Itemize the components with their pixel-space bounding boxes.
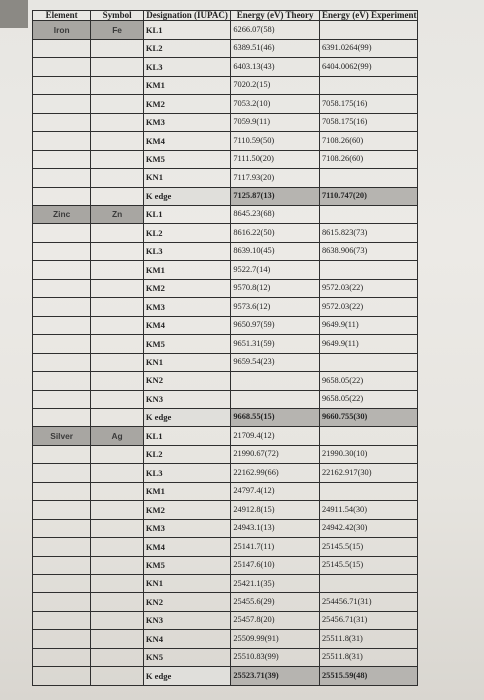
experiment-energy-cell: 25456.71(31) [319, 611, 417, 629]
experiment-energy-cell: 7058.175(16) [319, 95, 417, 113]
experiment-energy-cell: 9660.755(30) [319, 408, 417, 426]
symbol-cell [91, 113, 144, 131]
element-cell [33, 187, 91, 205]
designation-cell: KL1 [143, 205, 231, 223]
designation-cell: KN5 [143, 648, 231, 666]
element-cell [33, 316, 91, 334]
experiment-energy-cell: 25515.59(48) [319, 667, 417, 686]
symbol-cell [91, 132, 144, 150]
table-row [33, 187, 418, 205]
symbol-cell [91, 630, 144, 648]
experiment-energy-cell: 7108.26(60) [319, 150, 417, 168]
symbol-cell [91, 501, 144, 519]
experiment-energy-cell: 6404.0062(99) [319, 58, 417, 76]
theory-energy-cell: 9659.54(23) [231, 353, 320, 371]
element-cell [33, 556, 91, 574]
element-cell: Zinc [33, 205, 91, 223]
theory-energy-cell: 24943.1(13) [231, 519, 320, 537]
designation-cell: KN1 [143, 169, 231, 187]
designation-cell: KL2 [143, 39, 231, 57]
experiment-energy-cell [319, 353, 417, 371]
designation-cell: KM1 [143, 261, 231, 279]
theory-energy-cell: 25523.71(39) [231, 667, 320, 686]
experiment-energy-cell: 21990.30(10) [319, 445, 417, 463]
experiment-energy-cell [319, 261, 417, 279]
element-cell [33, 408, 91, 426]
theory-energy-cell: 25510.83(99) [231, 648, 320, 666]
symbol-cell [91, 242, 144, 260]
table-row [33, 648, 418, 666]
table-row [33, 95, 418, 113]
element-cell [33, 113, 91, 131]
theory-energy-cell: 25141.7(11) [231, 538, 320, 556]
header-row [33, 11, 418, 21]
symbol-cell [91, 353, 144, 371]
designation-cell: KM2 [143, 279, 231, 297]
symbol-cell [91, 58, 144, 76]
element-cell [33, 611, 91, 629]
symbol-cell [91, 575, 144, 593]
experiment-energy-cell [319, 169, 417, 187]
theory-energy-cell: 21709.4(12) [231, 427, 320, 445]
element-cell [33, 630, 91, 648]
theory-energy-cell: 25421.1(35) [231, 575, 320, 593]
theory-energy-cell: 25457.8(20) [231, 611, 320, 629]
designation-cell: KM5 [143, 335, 231, 353]
designation-cell: KL2 [143, 224, 231, 242]
theory-energy-cell: 6389.51(46) [231, 39, 320, 57]
table-row [33, 316, 418, 334]
table-row [33, 169, 418, 187]
symbol-cell [91, 39, 144, 57]
designation-cell: KN1 [143, 575, 231, 593]
element-cell [33, 519, 91, 537]
element-cell [33, 445, 91, 463]
designation-cell: K edge [143, 187, 231, 205]
element-cell [33, 667, 91, 686]
symbol-cell [91, 224, 144, 242]
experiment-energy-cell [319, 575, 417, 593]
experiment-energy-cell: 7058.175(16) [319, 113, 417, 131]
table-row [33, 261, 418, 279]
experiment-energy-cell: 25145.5(15) [319, 538, 417, 556]
designation-cell: KM4 [143, 538, 231, 556]
table-row [33, 482, 418, 500]
page-corner [0, 0, 28, 28]
designation-cell: KM4 [143, 132, 231, 150]
table-row [33, 538, 418, 556]
theory-energy-cell: 7059.9(11) [231, 113, 320, 131]
designation-cell: KL3 [143, 464, 231, 482]
element-cell [33, 298, 91, 316]
experiment-energy-cell [319, 427, 417, 445]
theory-energy-cell [231, 372, 320, 390]
element-cell [33, 538, 91, 556]
theory-energy-cell: 9570.8(12) [231, 279, 320, 297]
theory-energy-cell: 7125.87(13) [231, 187, 320, 205]
designation-cell: KM1 [143, 482, 231, 500]
header-designation: Designation (IUPAC) [143, 11, 231, 21]
symbol-cell [91, 335, 144, 353]
designation-cell: KM2 [143, 501, 231, 519]
symbol-cell [91, 648, 144, 666]
table-row [33, 113, 418, 131]
table-row [33, 464, 418, 482]
symbol-cell: Zn [91, 205, 144, 223]
element-cell [33, 279, 91, 297]
element-cell [33, 593, 91, 611]
theory-energy-cell: 9668.55(15) [231, 408, 320, 426]
symbol-cell: Ag [91, 427, 144, 445]
symbol-cell [91, 261, 144, 279]
table-row [33, 630, 418, 648]
theory-energy-cell: 7020.2(15) [231, 76, 320, 94]
table-row [33, 353, 418, 371]
element-cell [33, 390, 91, 408]
theory-energy-cell: 9573.6(12) [231, 298, 320, 316]
experiment-energy-cell: 7108.26(60) [319, 132, 417, 150]
designation-cell: KM3 [143, 519, 231, 537]
table-row [33, 611, 418, 629]
theory-energy-cell: 9522.7(14) [231, 261, 320, 279]
element-cell [33, 58, 91, 76]
table-row [33, 132, 418, 150]
theory-energy-cell: 25147.6(10) [231, 556, 320, 574]
table-row [33, 21, 418, 39]
table-row [33, 150, 418, 168]
symbol-cell [91, 519, 144, 537]
symbol-cell: Fe [91, 21, 144, 39]
table-row [33, 667, 418, 686]
theory-energy-cell: 8639.10(45) [231, 242, 320, 260]
designation-cell: KL3 [143, 58, 231, 76]
table-row [33, 242, 418, 260]
theory-energy-cell: 7117.93(20) [231, 169, 320, 187]
experiment-energy-cell: 25145.5(15) [319, 556, 417, 574]
symbol-cell [91, 390, 144, 408]
symbol-cell [91, 482, 144, 500]
table-row [33, 58, 418, 76]
element-cell [33, 224, 91, 242]
theory-energy-cell: 6403.13(43) [231, 58, 320, 76]
symbol-cell [91, 611, 144, 629]
experiment-energy-cell: 7110.747(20) [319, 187, 417, 205]
experiment-energy-cell [319, 76, 417, 94]
element-cell [33, 242, 91, 260]
table-row [33, 372, 418, 390]
theory-energy-cell: 24797.4(12) [231, 482, 320, 500]
symbol-cell [91, 76, 144, 94]
designation-cell: KM3 [143, 298, 231, 316]
experiment-energy-cell: 8615.823(73) [319, 224, 417, 242]
element-cell [33, 95, 91, 113]
element-cell [33, 575, 91, 593]
table-row [33, 390, 418, 408]
designation-cell: KN1 [143, 353, 231, 371]
symbol-cell [91, 316, 144, 334]
designation-cell: KM1 [143, 76, 231, 94]
designation-cell: KN3 [143, 390, 231, 408]
table-row [33, 224, 418, 242]
experiment-energy-cell: 25511.8(31) [319, 630, 417, 648]
designation-cell: KN4 [143, 630, 231, 648]
symbol-cell [91, 593, 144, 611]
experiment-energy-cell: 9572.03(22) [319, 279, 417, 297]
designation-cell: KL1 [143, 427, 231, 445]
table-row [33, 556, 418, 574]
experiment-energy-cell: 22162.917(30) [319, 464, 417, 482]
header-experiment: Energy (eV) Experiment [319, 11, 417, 21]
theory-energy-cell: 21990.67(72) [231, 445, 320, 463]
theory-energy-cell: 25455.6(29) [231, 593, 320, 611]
experiment-energy-cell: 24942.42(30) [319, 519, 417, 537]
element-cell [33, 482, 91, 500]
theory-energy-cell: 6266.07(58) [231, 21, 320, 39]
element-cell [33, 150, 91, 168]
experiment-energy-cell: 9658.05(22) [319, 390, 417, 408]
element-cell [33, 648, 91, 666]
experiment-energy-cell: 25511.8(31) [319, 648, 417, 666]
element-cell [33, 132, 91, 150]
theory-energy-cell: 9651.31(59) [231, 335, 320, 353]
element-cell [33, 261, 91, 279]
experiment-energy-cell: 24911.54(30) [319, 501, 417, 519]
symbol-cell [91, 150, 144, 168]
symbol-cell [91, 538, 144, 556]
table-row [33, 39, 418, 57]
table-row [33, 427, 418, 445]
element-cell [33, 464, 91, 482]
designation-cell: K edge [143, 408, 231, 426]
theory-energy-cell: 22162.99(66) [231, 464, 320, 482]
experiment-energy-cell: 9649.9(11) [319, 335, 417, 353]
theory-energy-cell: 7111.50(20) [231, 150, 320, 168]
experiment-energy-cell [319, 21, 417, 39]
table-row [33, 501, 418, 519]
element-cell: Iron [33, 21, 91, 39]
designation-cell: KL3 [143, 242, 231, 260]
theory-energy-cell: 8645.23(68) [231, 205, 320, 223]
designation-cell: KL2 [143, 445, 231, 463]
element-cell [33, 372, 91, 390]
header-symbol: Symbol [91, 11, 144, 21]
table-row [33, 76, 418, 94]
theory-energy-cell: 8616.22(50) [231, 224, 320, 242]
symbol-cell [91, 187, 144, 205]
table-row [33, 519, 418, 537]
designation-cell: KM2 [143, 95, 231, 113]
symbol-cell [91, 372, 144, 390]
symbol-cell [91, 169, 144, 187]
element-cell [33, 353, 91, 371]
symbol-cell [91, 95, 144, 113]
element-cell [33, 39, 91, 57]
theory-energy-cell: 25509.99(91) [231, 630, 320, 648]
element-cell [33, 76, 91, 94]
element-cell [33, 169, 91, 187]
designation-cell: KN3 [143, 611, 231, 629]
experiment-energy-cell: 9572.03(22) [319, 298, 417, 316]
designation-cell: KM5 [143, 150, 231, 168]
designation-cell: KL1 [143, 21, 231, 39]
element-cell: Silver [33, 427, 91, 445]
table-row [33, 445, 418, 463]
experiment-energy-cell [319, 205, 417, 223]
symbol-cell [91, 556, 144, 574]
designation-cell: KN2 [143, 593, 231, 611]
table-row [33, 298, 418, 316]
theory-energy-cell: 7053.2(10) [231, 95, 320, 113]
xray-energy-table [32, 10, 418, 686]
experiment-energy-cell: 254456.71(31) [319, 593, 417, 611]
symbol-cell [91, 408, 144, 426]
header-element: Element [33, 11, 91, 21]
symbol-cell [91, 279, 144, 297]
theory-energy-cell: 7110.59(50) [231, 132, 320, 150]
symbol-cell [91, 464, 144, 482]
designation-cell: K edge [143, 667, 231, 686]
designation-cell: KM5 [143, 556, 231, 574]
element-cell [33, 501, 91, 519]
element-cell [33, 335, 91, 353]
symbol-cell [91, 667, 144, 686]
table-row [33, 279, 418, 297]
symbol-cell [91, 445, 144, 463]
table-row [33, 335, 418, 353]
experiment-energy-cell: 9658.05(22) [319, 372, 417, 390]
theory-energy-cell: 9650.97(59) [231, 316, 320, 334]
table-row [33, 408, 418, 426]
experiment-energy-cell: 8638.906(73) [319, 242, 417, 260]
table-row [33, 575, 418, 593]
table-row [33, 593, 418, 611]
experiment-energy-cell [319, 482, 417, 500]
designation-cell: KM4 [143, 316, 231, 334]
table-row [33, 205, 418, 223]
theory-energy-cell [231, 390, 320, 408]
experiment-energy-cell: 9649.9(11) [319, 316, 417, 334]
theory-energy-cell: 24912.8(15) [231, 501, 320, 519]
symbol-cell [91, 298, 144, 316]
header-theory: Energy (eV) Theory [231, 11, 320, 21]
experiment-energy-cell: 6391.0264(99) [319, 39, 417, 57]
designation-cell: KM3 [143, 113, 231, 131]
designation-cell: KN2 [143, 372, 231, 390]
